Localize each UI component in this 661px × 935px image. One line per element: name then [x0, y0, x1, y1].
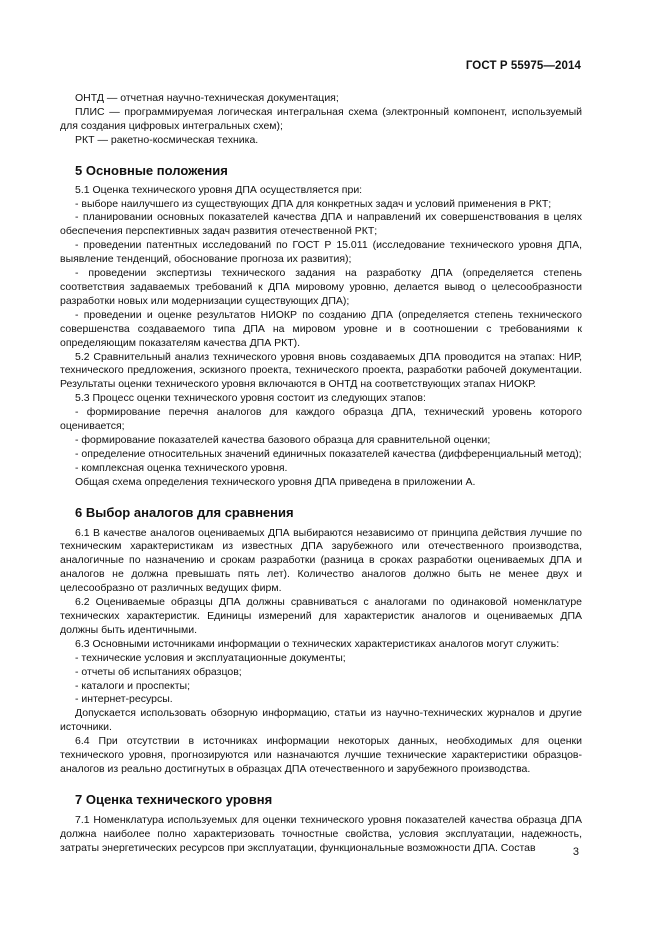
paragraph-5-1: 5.1 Оценка технического уровня ДПА осуществляется при:: [75, 183, 363, 196]
list-item: - выборе наилучшего из существующих ДПА для конкретных задач и условий применения в РКТ;: [75, 197, 552, 210]
section-6-title: 6 Выбор аналогов для сравнения: [75, 504, 294, 520]
abbreviation-rkt: РКТ — ракетно-космическая техника.: [75, 133, 259, 146]
standard-number: ГОСТ Р 55975—2014: [465, 60, 581, 72]
list-item: - формирование перечня аналогов для каждого образца ДПА, технический уровень которого оценивается;: [60, 406, 582, 433]
list-item: - технические условия и эксплуатационные документы;: [75, 651, 346, 664]
list-item: - проведении и оценке результатов НИОКР по созданию ДПА (определяется степень технического совершенства создаваемого типа ДПА на мировом уровне и в соотношении с требованиями к определяющим показателям качества ДПА РКТ).: [60, 308, 582, 349]
paragraph-6-2: 6.2 Оцениваемые образцы ДПА должны сравниваться с аналогами по одинаковой номенклатуре технических характеристик. Единицы измерений для характеристик аналогов и оцениваемых ДПА должны быть идентичными.: [60, 596, 582, 636]
list-item: - планировании основных показателей качества ДПА и направлений их совершенствования в целях обеспечения перспективных задач развития отечественной РКТ;: [60, 211, 582, 238]
list-item: - формирование показателей качества базового образца для сравнительной оценки;: [75, 433, 491, 446]
paragraph-5-4: Общая схема определения технического уровня ДПА приведена в приложении А.: [75, 475, 476, 488]
paragraph-6-3-note: Допускается использовать обзорную информацию, статьи из научно-технических журналов и другие источники.: [60, 707, 582, 734]
section-5-title: 5 Основные положения: [75, 162, 228, 178]
paragraph-5-2: 5.2 Сравнительный анализ технического уровня вновь создаваемых ДПА проводится на этапах: НИР, технического предложения, эскизного проекта, технического проекта, разработки рабочей документации. Результаты оценки технического уровня включаются в ОНТД на соответствующих этапах НИОКР.: [60, 350, 582, 391]
abbreviation-onti: ОНТД — отчетная научно-техническая документация;: [75, 92, 339, 104]
list-item: - определение относительных значений единичных показателей качества (дифференциальный метод);: [75, 447, 582, 460]
list-item: - интернет-ресурсы.: [75, 693, 173, 706]
paragraph-6-3: 6.3 Основными источниками информации о технических характеристиках аналогов могут служить:: [75, 637, 560, 650]
abbreviation-plis: ПЛИС — программируемая логическая интегральная схема (электронный компонент, используемый для создания цифровых интегральных схем);: [60, 105, 582, 132]
paragraph-6-4: 6.4 При отсутствии в источниках информации некоторых данных, необходимых для оценки технического уровня, прогнозируются или назначаются лучшие технические характеристики образцов-аналогов из реально достигнутых в образцах ДПА отечественного и зарубежного производства.: [60, 735, 582, 775]
paragraph-7-1: 7.1 Номенклатура используемых для оценки технического уровня показателей качества образца ДПА должна наиболее полно характеризовать точностные свойства, условия эксплуатации, надежность, затраты энергетических ресурсов при эксплуатации, функциональные возможности ДПА. Состав: [60, 813, 582, 854]
page-content: [60, 92, 582, 856]
section-7-title: 7 Оценка технического уровня: [75, 791, 273, 807]
paragraph-5-3: 5.3 Процесс оценки технического уровня состоит из следующих этапов:: [75, 392, 426, 405]
list-item: - комплексная оценка технического уровня.: [75, 461, 288, 474]
list-item: - каталоги и проспекты;: [75, 679, 190, 692]
page-number: 3: [572, 846, 579, 858]
list-item: - отчеты об испытаниях образцов;: [75, 665, 242, 678]
list-item: - проведении экспертизы технического задания на разработку ДПА (определяется степень соответствия задаваемых требований к ДПА мировому уровню, делается вывод о целесообразности разработки новых или модернизации существующих ДПА);: [60, 267, 582, 307]
paragraph-6-1: 6.1 В качестве аналогов оцениваемых ДПА выбираются независимо от принципа действия лучшие по техническим характеристикам из известных ДПА зарубежного или отечественного производства, аналогичные по назначению и срокам разработки (разница в сроках разработки оцениваемых ДПА и аналогов не должна превышать пять лет). Количество аналогов должно быть не менее двух и целесообразно от различных ведущих фирм.: [60, 526, 582, 595]
list-item: - проведении патентных исследований по ГОСТ Р 15.011 (исследование технического уровня ДПА, выявление тенденций, обоснование прогноза их развития);: [60, 239, 582, 266]
